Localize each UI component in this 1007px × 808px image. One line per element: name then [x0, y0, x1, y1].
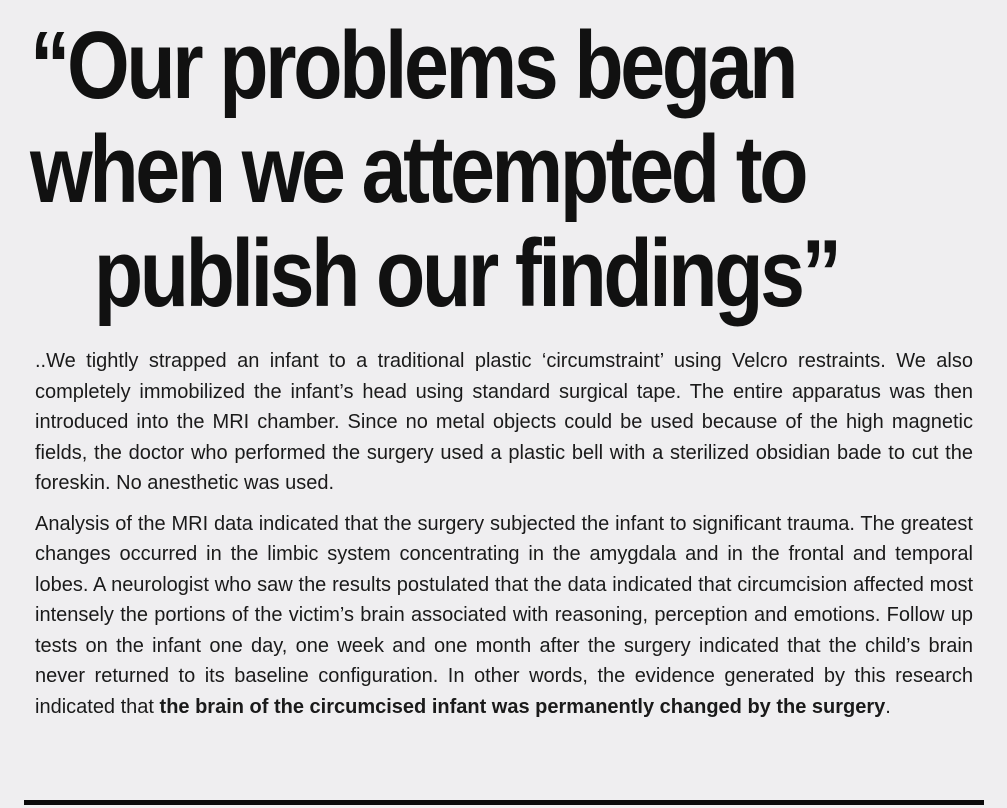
article-body — [35, 346, 973, 732]
paragraph-2-emphasis: the brain of the circumcised infant was permanently changed by the surgery — [159, 695, 886, 718]
headline-quote — [30, 12, 839, 327]
paragraph-2-text: Analysis of the MRI data indicated that the surgery subjected the infant to significant trauma. The greatest changes occurred in the limbic system concentrating in the amygdala and in the frontal and temporal lobes. A neurologist who saw the results postulated that the data indicated that circumcision affected most intensely the portions of the victim’s brain associated with reasoning, perception and emotions. Follow up tests on the infant one day, one week and one month after the surgery indicated that the child’s brain never returned to its baseline configuration. In other words, the evidence generated by this research indicated that — [35, 512, 973, 718]
paragraph-1: ..We tightly strapped an infant to a traditional plastic ‘circumstraint’ using Velcro restraints. We also completely immobilized the infant’s head using standard surgical tape. The entire apparatus was then introduced into the MRI chamber. Since no metal objects could be used because of the high magnetic fields, the doctor who performed the surgery used a plastic bell with a sterilized obsidian bade to cut the foreskin. No anesthetic was used. — [35, 350, 973, 494]
paragraph-2 — [35, 509, 973, 723]
bottom-rule — [24, 800, 984, 805]
headline-line-3: publish our findings” — [93, 220, 839, 327]
headline-line-2: when we attempted to — [30, 116, 806, 223]
headline-line-1: “Our problems began — [30, 12, 796, 119]
paragraph-2-end: . — [885, 695, 891, 718]
